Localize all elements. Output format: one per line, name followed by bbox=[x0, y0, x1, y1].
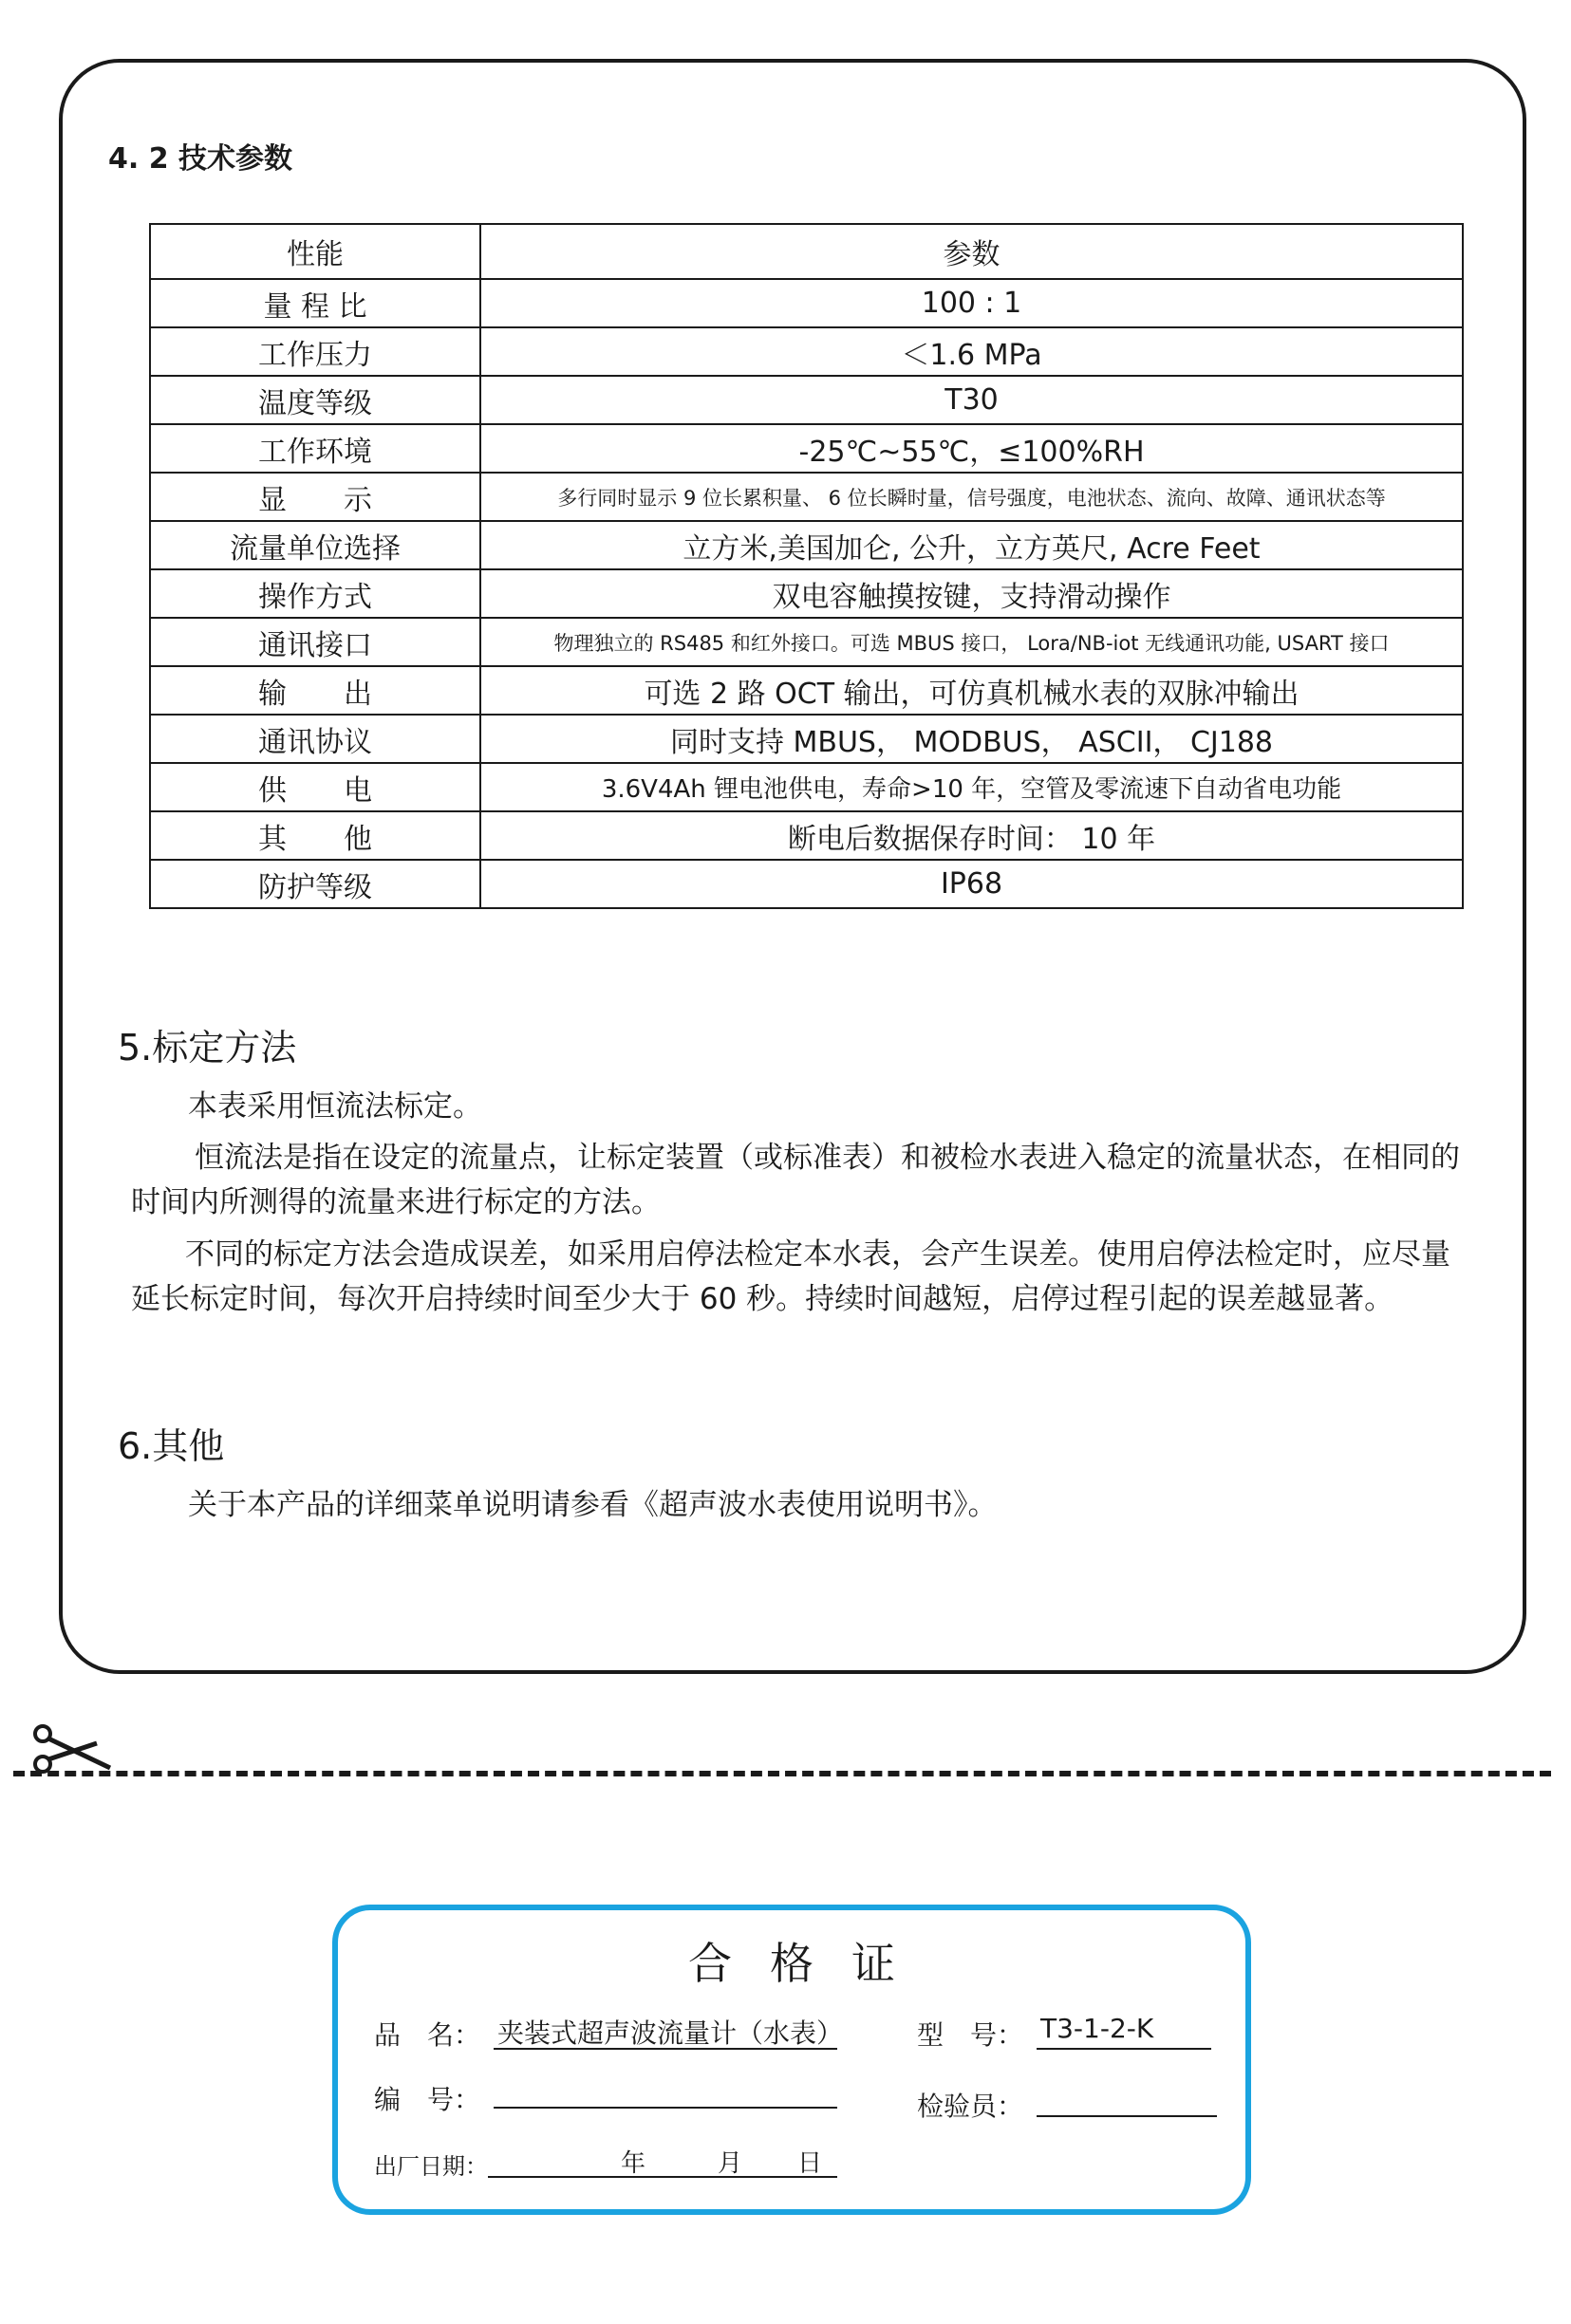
inspector-underline[interactable] bbox=[1037, 2115, 1217, 2117]
row-label: 显 示 bbox=[150, 473, 480, 521]
row-label: 供 电 bbox=[150, 763, 480, 811]
product-name-value: 夹装式超声波流量计（水表） bbox=[497, 2017, 844, 2049]
row-label: 通讯协议 bbox=[150, 715, 480, 763]
row-value: 可选 2 路 OCT 输出，可仿真机械水表的双脉冲输出 bbox=[480, 666, 1463, 715]
table-row bbox=[150, 569, 1463, 618]
calibration-paragraph-1: 本表采用恒流法标定。 bbox=[188, 1089, 482, 1124]
calibration-paragraph-2-line-2: 时间内所测得的流量来进行标定的方法。 bbox=[131, 1185, 661, 1219]
inspector-label: 检验员： bbox=[917, 2091, 1024, 2122]
product-name-underline bbox=[494, 2048, 837, 2050]
calibration-paragraph-2-line-1: 恒流法是指在设定的流量点，让标定装置（或标准表）和被检水表进入稳定的流量状态，在相同的 bbox=[195, 1141, 1460, 1175]
table-row bbox=[150, 715, 1463, 763]
ship-date-underline[interactable] bbox=[488, 2176, 837, 2178]
section-title-other: 6.其他 bbox=[118, 1425, 225, 1467]
row-value: 100 : 1 bbox=[480, 279, 1463, 327]
table-row bbox=[150, 763, 1463, 811]
certificate-title: 合格证 bbox=[688, 1938, 933, 1989]
row-value: 断电后数据保存时间： 10 年 bbox=[480, 811, 1463, 860]
row-label: 温度等级 bbox=[150, 376, 480, 424]
table-row bbox=[150, 521, 1463, 569]
model-underline bbox=[1037, 2048, 1211, 2050]
row-label: 工作环境 bbox=[150, 424, 480, 473]
row-value: ＜1.6 MPa bbox=[480, 327, 1463, 376]
row-label: 其 他 bbox=[150, 811, 480, 860]
row-value: 双电容触摸按键，支持滑动操作 bbox=[480, 569, 1463, 618]
spec-table-header bbox=[150, 224, 1463, 279]
serial-number-underline[interactable] bbox=[494, 2107, 837, 2109]
table-row bbox=[150, 666, 1463, 715]
cut-line bbox=[13, 1771, 1551, 1776]
row-value: -25℃~55℃，≤100%RH bbox=[480, 424, 1463, 473]
row-value: 立方米,美国加仑, 公升，立方英尺, Acre Feet bbox=[480, 521, 1463, 569]
other-paragraph: 关于本产品的详细菜单说明请参看《超声波水表使用说明书》。 bbox=[188, 1488, 998, 1522]
header-parameter: 参数 bbox=[480, 224, 1463, 279]
table-row bbox=[150, 279, 1463, 327]
row-label: 防护等级 bbox=[150, 860, 480, 908]
model-value: T3-1-2-K bbox=[1040, 2013, 1154, 2044]
row-value: 同时支持 MBUS， MODBUS， ASCII， CJ188 bbox=[480, 715, 1463, 763]
day-label: 日 bbox=[797, 2149, 823, 2178]
row-label: 工作压力 bbox=[150, 327, 480, 376]
table-row bbox=[150, 376, 1463, 424]
certificate-card bbox=[332, 1905, 1251, 2215]
spec-table bbox=[149, 223, 1464, 909]
table-row bbox=[150, 473, 1463, 521]
table-row bbox=[150, 618, 1463, 666]
row-label: 流量单位选择 bbox=[150, 521, 480, 569]
row-label: 通讯接口 bbox=[150, 618, 480, 666]
table-row bbox=[150, 424, 1463, 473]
table-row bbox=[150, 327, 1463, 376]
scissors-icon bbox=[28, 1722, 114, 1777]
row-label: 输 出 bbox=[150, 666, 480, 715]
table-row bbox=[150, 811, 1463, 860]
year-label: 年 bbox=[621, 2149, 646, 2178]
row-value: 物理独立的 RS485 和红外接口。可选 MBUS 接口， Lora/NB-iot 无线通讯功能, USART 接口 bbox=[480, 618, 1463, 666]
section-title-tech-params: 4. 2 技术参数 bbox=[108, 142, 293, 176]
section-title-calibration: 5.标定方法 bbox=[118, 1027, 297, 1069]
ship-date-label: 出厂日期： bbox=[374, 2153, 488, 2180]
table-row bbox=[150, 860, 1463, 908]
row-value: T30 bbox=[480, 376, 1463, 424]
row-value: 3.6V4Ah 锂电池供电，寿命>10 年，空管及零流速下自动省电功能 bbox=[480, 763, 1463, 811]
serial-number-label: 编 号： bbox=[374, 2084, 481, 2115]
row-label: 量 程 比 bbox=[150, 279, 480, 327]
month-label: 月 bbox=[718, 2149, 743, 2178]
row-value: 多行同时显示 9 位长累积量、 6 位长瞬时量，信号强度，电池状态、流向、故障、通讯状态等 bbox=[480, 473, 1463, 521]
row-label: 操作方式 bbox=[150, 569, 480, 618]
product-name-label: 品 名： bbox=[374, 2019, 481, 2051]
header-performance: 性能 bbox=[150, 224, 480, 279]
model-label: 型 号： bbox=[917, 2019, 1024, 2051]
calibration-paragraph-3-line-2: 延长标定时间，每次开启持续时间至少大于 60 秒。持续时间越短，启停过程引起的误差越显著。 bbox=[131, 1282, 1394, 1316]
calibration-paragraph-3-line-1: 不同的标定方法会造成误差，如采用启停法检定本水表，会产生误差。使用启停法检定时，应尽量 bbox=[185, 1237, 1450, 1272]
row-value: IP68 bbox=[480, 860, 1463, 908]
